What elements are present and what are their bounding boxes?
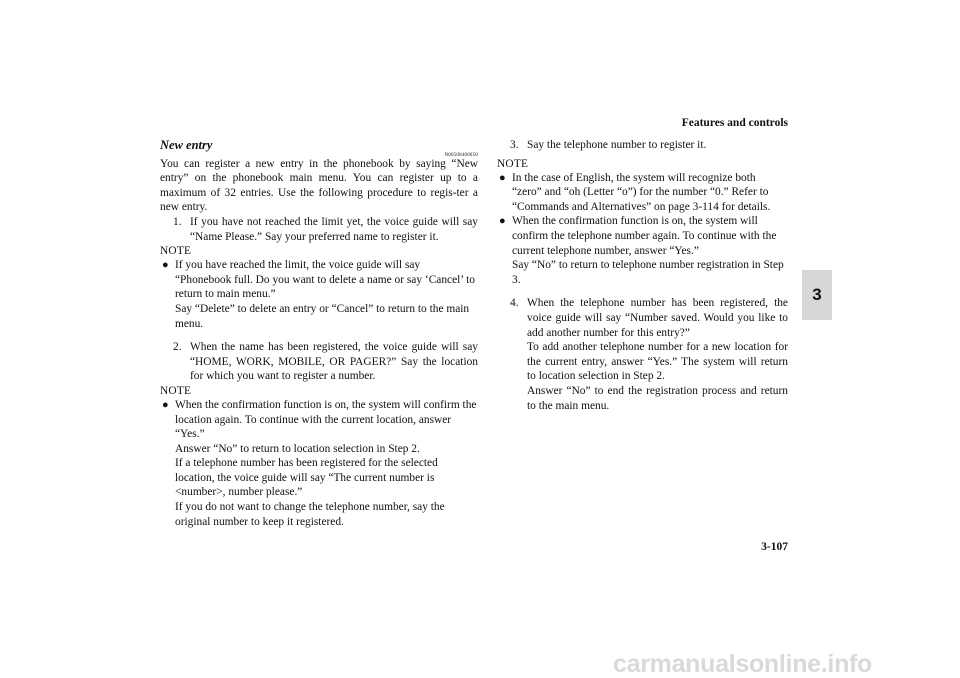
running-header: Features and controls	[681, 117, 788, 129]
step-number: 3.	[510, 139, 519, 151]
step-4	[497, 296, 788, 413]
step-text: Answer “No” to end the registration process and return to the main menu.	[527, 384, 788, 412]
section-heading	[160, 138, 478, 157]
note-label: NOTE	[160, 245, 192, 258]
step-number: 1.	[173, 215, 182, 228]
note-text: If you do not want to change the telephone number, say the original number to keep it registered.	[175, 501, 445, 528]
note-label: NOTE	[160, 384, 192, 397]
note-text: When the confirmation function is on, the system will confirm the telephone number again. To continue with the current telephone number, answer “Yes.”	[512, 215, 777, 257]
bullet-icon: ●	[499, 171, 506, 184]
note-text: If you have reached the limit, the voice guide will say “Phonebook full. Do you want to delete a name or say ‘Cancel’ to return to main menu.”	[175, 259, 475, 301]
bullet-icon: ●	[162, 259, 169, 272]
step-number: 4.	[510, 297, 519, 310]
bullet-icon: ●	[499, 215, 506, 228]
step-text: When the name has been registered, the voice guide will say “HOME, WORK, MOBILE, OR PAGER?” Say the location for which you want to register a number.	[190, 341, 478, 383]
step-3	[497, 138, 788, 153]
note-text: Say “Delete” to delete an entry or “Cancel” to return to the main menu.	[175, 302, 470, 330]
step-1	[160, 215, 478, 244]
note-text: Answer “No” to return to location selection in Step 2.	[175, 442, 420, 455]
note-bullet	[497, 214, 788, 287]
watermark-logo: carmanualsonline.info	[613, 650, 873, 678]
chapter-tab	[802, 270, 832, 320]
step-text: If you have not reached the limit yet, the voice guide will say “Name Please.” Say your preferred name to register it.	[190, 215, 478, 243]
note-text: When the confirmation function is on, the system will confirm the location again. To continue with the current location, answer “Yes.”	[175, 398, 477, 441]
step-text: When the telephone number has been registered, the voice guide will say “Number saved. Would you like to add another number for this entry?”	[527, 297, 788, 339]
bullet-icon: ●	[162, 398, 169, 411]
step-text: To add another telephone number for a new location for the current entry, answer “Yes.” The system will return to location selection in Step 2.	[527, 341, 788, 383]
right-column	[497, 138, 788, 413]
note-bullet	[160, 398, 478, 529]
intro-paragraph: You can register a new entry in the phonebook by saying “New entry” on the phonebook main menu. You can register up to a maximum of 32 entries. Use the following procedure to regis-ter a new entry.	[160, 157, 478, 214]
step-number: 2.	[173, 341, 182, 354]
note-text: In the case of English, the system will recognize both “zero” and “oh (Letter “o”) for the number “0.” Refer to “Commands and Alternatives” on page 3-114 for details.	[512, 171, 771, 213]
note-bullet	[160, 258, 478, 331]
section-title: New entry	[160, 138, 213, 152]
note-label: NOTE	[497, 157, 529, 170]
section-code: N00508400050	[444, 153, 478, 158]
step-2	[160, 340, 478, 384]
chapter-number: 3	[812, 284, 822, 304]
note-text: Say “No” to return to telephone number registration in Step 3.	[512, 259, 784, 286]
note-bullet	[497, 171, 788, 215]
left-column	[160, 138, 478, 529]
step-text: Say the telephone number to register it.	[527, 139, 707, 151]
note-text: If a telephone number has been registered for the selected location, the voice guide will say “The current number is <number>, number please.”	[175, 457, 438, 499]
page-number: 3-107	[761, 541, 788, 553]
